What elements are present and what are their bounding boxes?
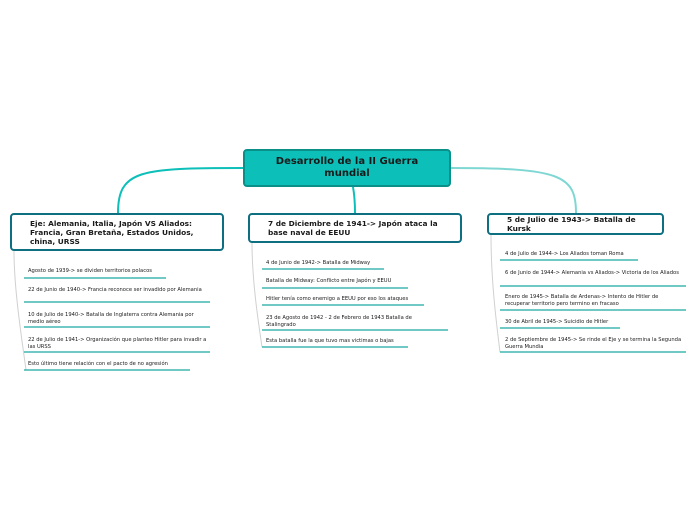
leaf-topic-label: 22 de Julio de 1941-> Organización que planteo Hitler para invadir a las URSS [28,337,207,350]
leaf-topic-label: Enero de 1945-> Batalla de Ardenas-> Intento de Hitler de recuperar territorio pero termino en fracaso [505,294,659,307]
connector-root-branch-1 [118,168,243,213]
connector-branch-2-spine [252,243,262,347]
leaf-topic[interactable] [266,315,436,328]
connector-root-branch-2 [353,187,355,213]
leaf-topic-label: 22 de Junio de 1940-> Francia reconoce ser invadido por Alemania [28,287,202,293]
leaf-topic[interactable] [505,337,685,350]
leaf-topic[interactable] [266,338,448,345]
leaf-topic-label: Batalla de Midway: Conflicto entre Japón y EEUU [266,278,392,284]
connector-branch-3-spine [491,235,500,352]
leaf-topic[interactable] [266,260,448,267]
branch-topic-kursk[interactable] [487,213,664,235]
leaf-topic[interactable] [505,251,685,258]
branch-topic-label: Eje: Alemania, Italia, Japón VS Aliados: Francia, Gran Bretaña, Estados Unidos, china, URSS [30,218,194,246]
leaf-topic[interactable] [505,294,685,307]
branch-topic-label: 5 de Julio de 1943-> Batalla de Kursk [507,215,636,233]
leaf-topic-label: 2 de Septiembre de 1945-> Se rinde el Eje y se termina la Segunda Guerra Mundia [505,337,682,350]
branch-topic-label: 7 de Diciembre de 1941-> Japón ataca la base naval de EEUU [268,219,438,237]
leaf-topic-label: 30 de Abril de 1945-> Suicidio de Hitler [505,319,609,325]
leaf-topic[interactable] [28,268,210,275]
leaf-topic-label: Agosto de 1939-> se dividen territorios polacos [28,268,152,274]
leaf-topic-label: 6 de Junio de 1944-> Alemania vs Aliados-> Victoria de los Aliados [505,270,679,276]
leaf-topic[interactable] [505,270,685,277]
leaf-topic[interactable] [266,296,448,303]
leaf-topic[interactable] [28,361,210,368]
branch-topic-diciembre-1941[interactable] [248,213,462,243]
leaf-topic[interactable] [28,287,210,294]
leaf-topic-label: 4 de Junio de 1942-> Batalla de Midway [266,260,371,266]
root-topic[interactable] [243,149,451,187]
leaf-topic[interactable] [266,278,448,285]
leaf-topic-label: Esto último tiene relación con el pacto de no agresión [28,361,168,367]
connector-root-branch-3 [451,168,576,213]
branch-topic-eje-aliados[interactable] [10,213,224,251]
leaf-topic-label: 23 de Agosto de 1942 - 2 de Febrero de 1943 Batalla de Stalingrado [266,315,412,328]
leaf-topic-label: 4 de Julio de 1944-> Los Aliados toman Roma [505,251,624,257]
leaf-topic-label: 10 de Julio de 1940-> Batalla de Inglaterra contra Alemania por medio aéreo [28,312,194,325]
leaf-topic-label: Hitler tenía como enemigo a EEUU por eso los ataques [266,296,409,302]
root-topic-label: Desarrollo de la II Guerra mundial [275,156,419,179]
leaf-topic[interactable] [28,337,210,350]
leaf-topic[interactable] [505,319,685,326]
leaf-topic[interactable] [28,312,210,325]
leaf-topic-label: Esta batalla fue la que tuvo mas victimas o bajas [266,338,394,344]
